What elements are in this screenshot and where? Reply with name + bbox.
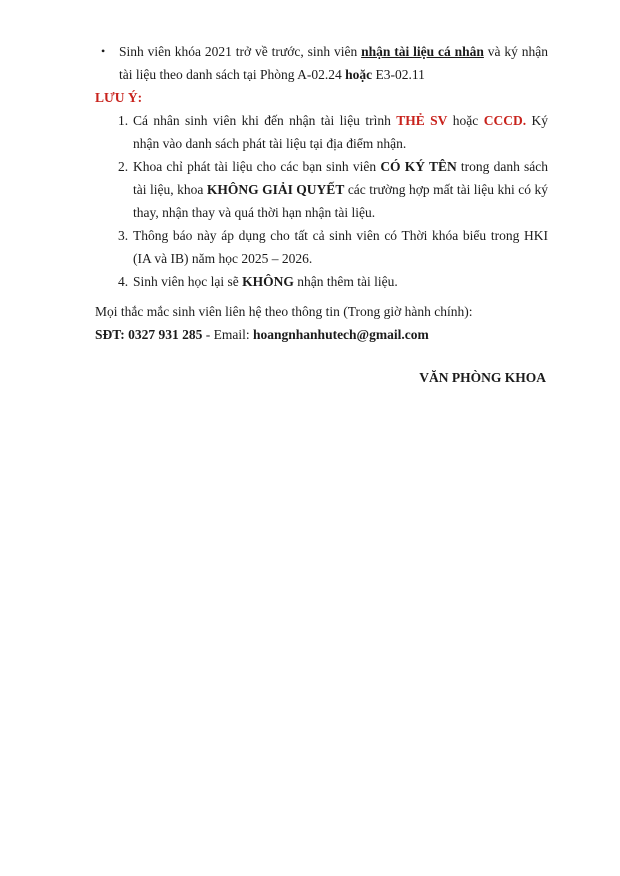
text-run: Mọi thắc mắc sinh viên liên hệ theo thông tin (Trong giờ hành chính): bbox=[95, 304, 473, 319]
contact-intro bbox=[95, 300, 548, 323]
text-run: Cá nhân sinh viên khi đến nhận tài liệu trình bbox=[133, 113, 397, 128]
bullet-marker: • bbox=[101, 44, 106, 58]
text-run: KHÔNG GIẢI QUYẾT bbox=[206, 182, 345, 197]
list-number: 4. bbox=[118, 274, 129, 289]
text-run: Sinh viên học lại sẽ bbox=[133, 274, 243, 289]
text-run: E3-02.11 bbox=[372, 67, 425, 82]
text-run: KHÔNG bbox=[242, 274, 294, 289]
numbered-item-3 bbox=[95, 224, 548, 270]
numbered-item-1 bbox=[95, 109, 548, 155]
list-number: 3. bbox=[118, 228, 129, 243]
note-heading bbox=[95, 86, 548, 109]
text-run: THẺ SV bbox=[396, 113, 448, 128]
text-run: SĐT: 0327 931 285 bbox=[95, 327, 203, 342]
text-run: hoangnhanhutech@gmail.com bbox=[253, 327, 429, 342]
text-run: LƯU Ý: bbox=[95, 90, 143, 105]
text-run: VĂN PHÒNG KHOA bbox=[419, 370, 546, 385]
numbered-item-2 bbox=[95, 155, 548, 224]
contact-details bbox=[95, 323, 548, 346]
text-run: và ký nhận tài liệu theo danh sách tại Phòng A-02.24 bbox=[119, 44, 549, 82]
bullet-item-khoa-2021 bbox=[95, 40, 548, 86]
text-run: nhận thêm tài liệu. bbox=[293, 274, 398, 289]
numbered-item-4 bbox=[95, 270, 548, 293]
text-run: Sinh viên khóa 2021 trở về trước, sinh viên bbox=[119, 44, 362, 59]
text-run: nhận tài liệu cá nhân bbox=[361, 44, 484, 59]
text-run: hoặc bbox=[447, 113, 484, 128]
text-run: Thông báo này áp dụng cho tất cả sinh viên có Thời khóa biểu trong HKI (IA và IB) năm học 2025 – 2026. bbox=[133, 228, 548, 266]
text-run: CÓ KÝ TÊN bbox=[380, 159, 457, 174]
document-body bbox=[95, 40, 548, 389]
text-run: - Email: bbox=[202, 327, 254, 342]
text-run: Ký nhận vào danh sách phát tài liệu tại địa điểm nhận. bbox=[133, 113, 548, 151]
text-run: các trường hợp mất tài liệu khi có ký thay, nhận thay và quá thời hạn nhận tài liệu. bbox=[133, 182, 548, 220]
text-run: trong danh sách tài liệu, khoa bbox=[133, 159, 549, 197]
text-run: hoặc bbox=[345, 67, 373, 82]
list-number: 1. bbox=[118, 113, 129, 128]
text-run: CCCD. bbox=[483, 113, 527, 128]
text-run: Khoa chỉ phát tài liệu cho các bạn sinh viên bbox=[133, 159, 381, 174]
list-number: 2. bbox=[118, 159, 129, 174]
signature-van-phong-khoa bbox=[95, 366, 548, 389]
